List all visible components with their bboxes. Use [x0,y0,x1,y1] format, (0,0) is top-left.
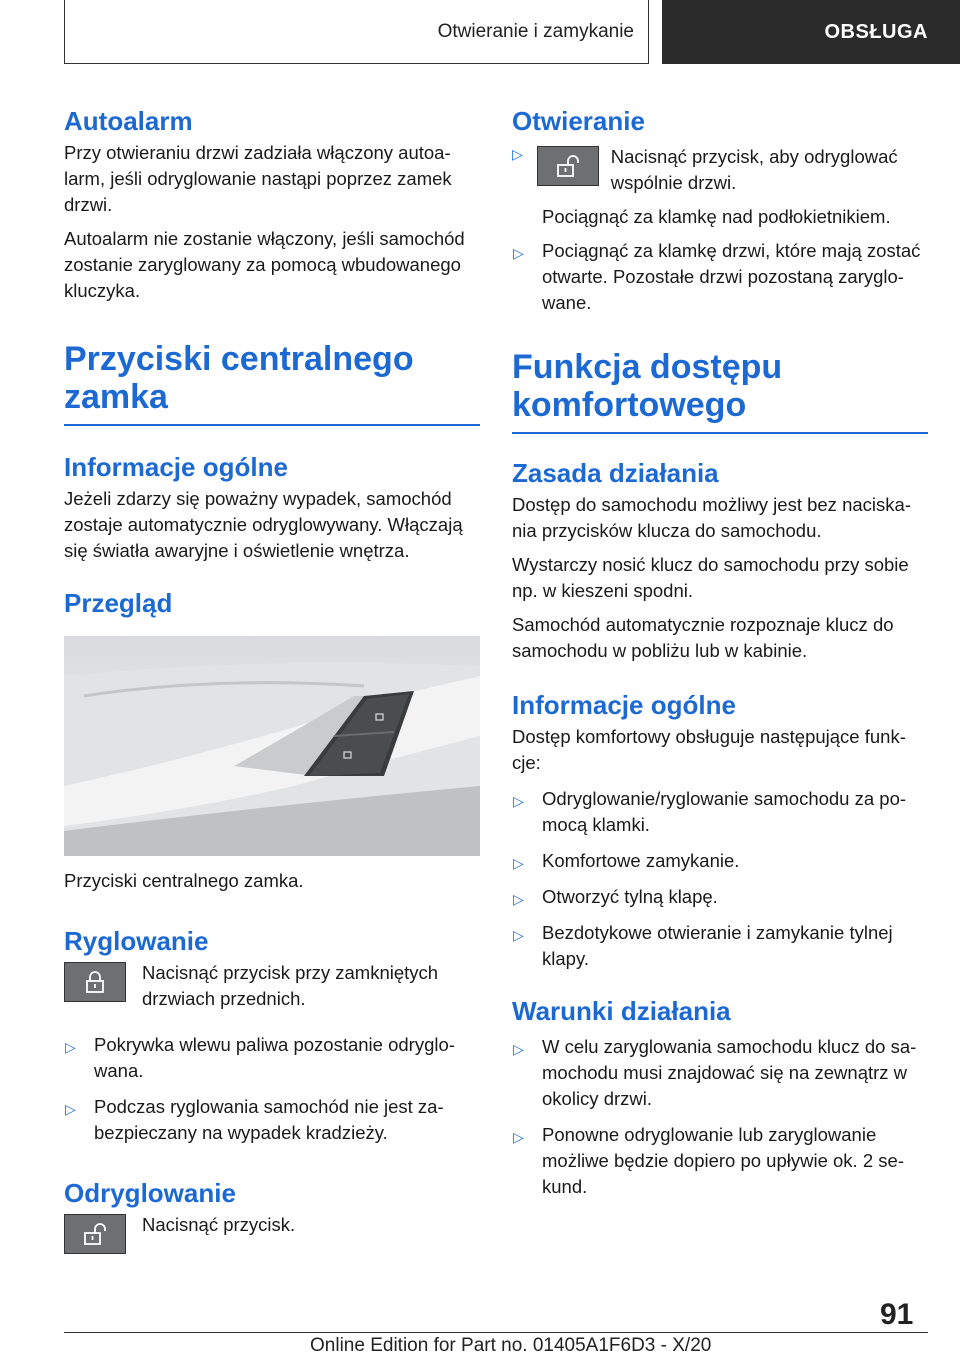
edition-note: Online Edition for Part no. 01405A1F6D3 - X/20 [310,1335,712,1356]
left-column [64,100,480,1254]
triangle-bullet-icon: ▷ [513,1041,524,1057]
lock-open-icon [557,155,579,177]
list-item: ▷ Ponowne odryglowanie lub zaryglowanie możliwe będzie dopiero po upływie ok. 2 sekund. [513,1124,904,1197]
unlocking-heading: Odryglowanie [64,1178,236,1208]
comfort-info-text: Dostęp komfortowy obsługuje następujące funkcje: [512,726,906,773]
section-title: OBSŁUGA [824,20,928,43]
lock-button [64,962,126,1002]
list-item: ▷ Otworzyć tylną klapę. [512,884,928,910]
list-item: ▷ W celu zaryglowania samochodu klucz do samochodu musi znajdować się na zewnątrz w okolicy drzwi. [513,1036,917,1109]
chapter-title: Otwieranie i zamykanie [437,20,634,42]
triangle-bullet-icon: ▷ [513,793,524,809]
locking-heading: Ryglowanie [64,926,209,956]
comfort-info-heading: Informacje ogólne [512,690,736,720]
principle-heading: Zasada działania [512,458,719,488]
opening-key-row [512,144,928,196]
door-handle-illustration [64,636,480,856]
lock-open-icon [84,1223,106,1245]
unlocking-key-text: Nacisnąć przycisk. [142,1214,296,1235]
heading-rule [64,424,480,426]
autoalarm-paragraph-2: Autoalarm nie zostanie włączony, jeśli samochód zostanie zaryglowany za pomocą wbudowanego kluczyka. [64,228,465,301]
list-item: ▷ Pociągnąć za klamkę drzwi, które mają zostać otwarte. Pozostałe drzwi pozostaną zaryglowane. [513,240,921,313]
triangle-bullet-icon: ▷ [65,1039,76,1055]
comfort-functions-list [512,786,928,972]
general-info-text: Jeżeli zdarzy się poważny wypadek, samochód zostaje automatycznie odryglowywany. Włączają się światła awaryjne i oświetlenie wnętrza. [64,488,463,561]
triangle-bullet-icon: ▷ [513,891,524,907]
list-item: ▷ Bezdotykowe otwieranie i zamykanie tylnej klapy. [513,922,893,969]
list-item: ▷ Pokrywka wlewu paliwa pozostanie odryglowana. [65,1034,455,1081]
triangle-bullet-icon: ▷ [513,245,524,261]
door-buttons-photo [64,636,480,856]
central-locking-heading: Przyciski centralnego zamka [64,340,414,416]
opening-list [512,238,928,316]
locking-key-text: Nacisnąć przycisk przy zamkniętych drzwiach przednich. [142,962,439,1009]
lock-closed-icon [85,971,105,993]
overview-heading: Przegląd [64,588,173,618]
autoalarm-paragraph-1: Przy otwieraniu drzwi zadziała włączony autoalarm, jeśli odryglowanie nastąpi poprzez zamek drzwi. [64,142,452,215]
right-column [512,100,928,1200]
triangle-bullet-icon: ▷ [65,1101,76,1117]
chapter-header [64,0,649,64]
principle-paragraph-2: Wystarczy nosić klucz do samochodu przy sobie np. w kieszeni spodni. [512,554,909,601]
photo-caption: Przyciski centralnego zamka. [64,870,304,891]
opening-heading: Otwieranie [512,106,645,136]
conditions-list [512,1034,928,1200]
triangle-bullet-icon: ▷ [513,855,524,871]
list-item: ▷ Odryglowanie/ryglowanie samochodu za pomocą klamki. [513,788,907,835]
list-item: ▷ Podczas ryglowania samochód nie jest zabezpieczany na wypadek kradzieży. [65,1096,444,1143]
page-number: 91 [880,1298,914,1331]
unlocking-key-row [64,1212,480,1254]
opening-sub-text: Pociągnąć za klamkę nad podłokietnikiem. [542,206,891,227]
principle-paragraph-1: Dostęp do samochodu możliwy jest bez naciskania przycisków klucza do samochodu. [512,494,911,541]
conditions-heading: Warunki działania [512,996,731,1026]
footer-divider [64,1332,928,1333]
locking-list [64,1032,480,1146]
unlock-button [64,1214,126,1254]
opening-key-text: Nacisnąć przycisk, aby odryglować wspólnie drzwi. [610,146,898,193]
heading-rule [512,432,928,434]
autoalarm-heading: Autoalarm [64,106,193,136]
triangle-bullet-icon: ▷ [513,927,524,943]
comfort-access-heading: Funkcja dostępu komfortowego [512,348,783,424]
general-info-heading: Informacje ogólne [64,452,288,482]
triangle-bullet-icon: ▷ [513,1129,524,1145]
triangle-bullet-icon: ▷ [512,146,523,162]
principle-paragraph-3: Samochód automatycznie rozpoznaje klucz do samochodu w pobliżu lub w kabinie. [512,614,894,661]
locking-key-row [64,960,480,1012]
section-header [662,0,960,64]
list-item: ▷ Komfortowe zamykanie. [512,848,928,874]
unlock-button [537,146,599,186]
